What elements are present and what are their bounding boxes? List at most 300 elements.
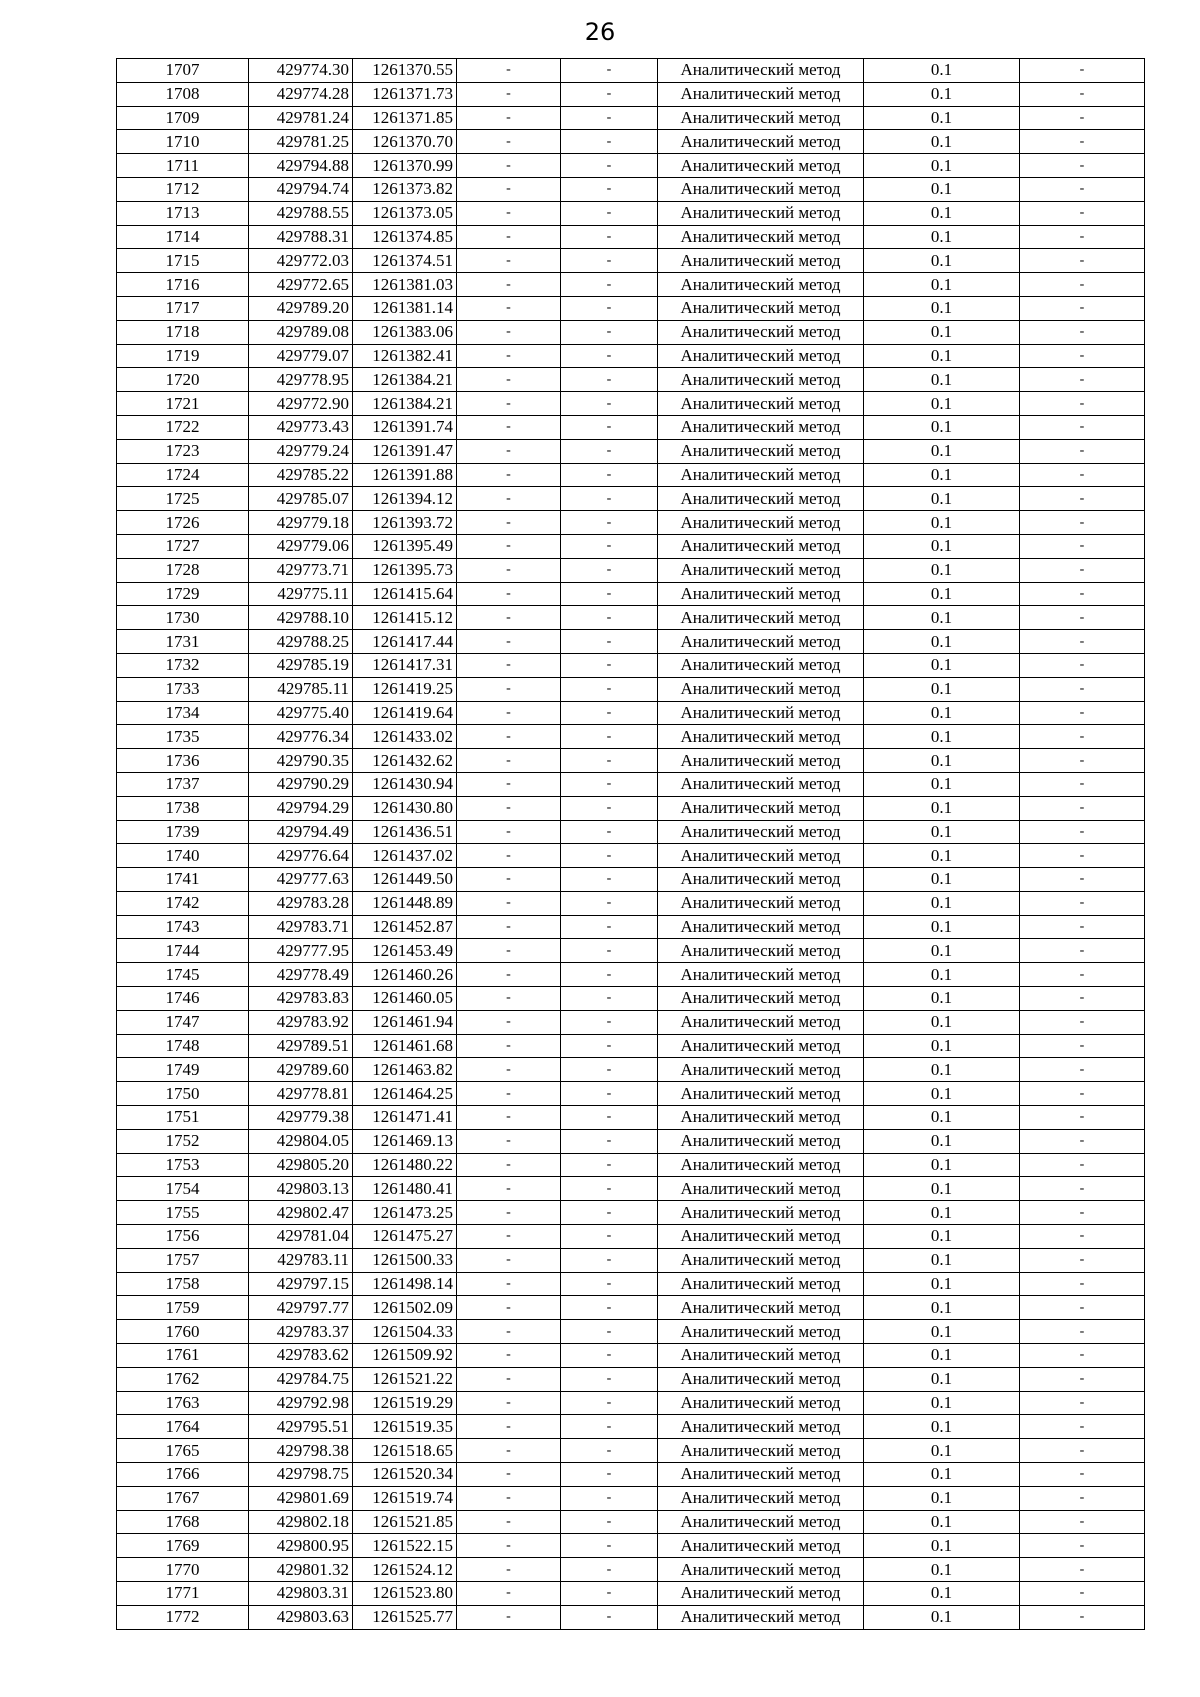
x-coordinate-cell: 429788.55 [249, 201, 353, 225]
accuracy-cell: 0.1 [864, 1510, 1020, 1534]
x-coordinate-cell: 429794.49 [249, 820, 353, 844]
dash-cell: - [457, 463, 561, 487]
y-coordinate-cell: 1261415.64 [353, 582, 457, 606]
table-row [117, 891, 1145, 915]
y-coordinate-cell: 1261480.22 [353, 1153, 457, 1177]
x-coordinate-cell: 429783.37 [249, 1320, 353, 1344]
y-coordinate-cell: 1261518.65 [353, 1439, 457, 1463]
method-cell: Аналитический метод [658, 177, 864, 201]
y-coordinate-cell: 1261437.02 [353, 844, 457, 868]
dash-cell: - [1020, 606, 1145, 630]
dash-cell: - [457, 1082, 561, 1106]
point-number-cell: 1721 [117, 392, 249, 416]
table-row [117, 796, 1145, 820]
dash-cell: - [561, 796, 658, 820]
dash-cell: - [457, 392, 561, 416]
method-cell: Аналитический метод [658, 154, 864, 178]
x-coordinate-cell: 429785.07 [249, 487, 353, 511]
dash-cell: - [1020, 439, 1145, 463]
x-coordinate-cell: 429779.07 [249, 344, 353, 368]
dash-cell: - [1020, 511, 1145, 535]
dash-cell: - [1020, 1320, 1145, 1344]
y-coordinate-cell: 1261391.88 [353, 463, 457, 487]
x-coordinate-cell: 429788.25 [249, 630, 353, 654]
y-coordinate-cell: 1261374.51 [353, 249, 457, 273]
y-coordinate-cell: 1261471.41 [353, 1106, 457, 1130]
dash-cell: - [457, 725, 561, 749]
x-coordinate-cell: 429779.24 [249, 439, 353, 463]
x-coordinate-cell: 429789.51 [249, 1034, 353, 1058]
dash-cell: - [457, 201, 561, 225]
x-coordinate-cell: 429776.64 [249, 844, 353, 868]
method-cell: Аналитический метод [658, 1225, 864, 1249]
table-row [117, 939, 1145, 963]
dash-cell: - [1020, 749, 1145, 773]
y-coordinate-cell: 1261419.64 [353, 701, 457, 725]
method-cell: Аналитический метод [658, 1248, 864, 1272]
dash-cell: - [561, 1034, 658, 1058]
x-coordinate-cell: 429789.60 [249, 1058, 353, 1082]
method-cell: Аналитический метод [658, 1367, 864, 1391]
y-coordinate-cell: 1261370.55 [353, 59, 457, 83]
point-number-cell: 1723 [117, 439, 249, 463]
dash-cell: - [561, 1510, 658, 1534]
dash-cell: - [1020, 725, 1145, 749]
dash-cell: - [561, 1153, 658, 1177]
dash-cell: - [561, 1463, 658, 1487]
dash-cell: - [561, 1272, 658, 1296]
point-number-cell: 1749 [117, 1058, 249, 1082]
x-coordinate-cell: 429785.11 [249, 677, 353, 701]
table-row [117, 868, 1145, 892]
table-row [117, 606, 1145, 630]
dash-cell: - [561, 1558, 658, 1582]
x-coordinate-cell: 429783.71 [249, 915, 353, 939]
point-number-cell: 1726 [117, 511, 249, 535]
accuracy-cell: 0.1 [864, 653, 1020, 677]
dash-cell: - [1020, 582, 1145, 606]
x-coordinate-cell: 429797.77 [249, 1296, 353, 1320]
y-coordinate-cell: 1261498.14 [353, 1272, 457, 1296]
y-coordinate-cell: 1261384.21 [353, 392, 457, 416]
accuracy-cell: 0.1 [864, 249, 1020, 273]
method-cell: Аналитический метод [658, 82, 864, 106]
method-cell: Аналитический метод [658, 1510, 864, 1534]
accuracy-cell: 0.1 [864, 225, 1020, 249]
point-number-cell: 1767 [117, 1486, 249, 1510]
dash-cell: - [457, 987, 561, 1011]
y-coordinate-cell: 1261430.94 [353, 772, 457, 796]
dash-cell: - [1020, 82, 1145, 106]
point-number-cell: 1739 [117, 820, 249, 844]
x-coordinate-cell: 429803.13 [249, 1177, 353, 1201]
accuracy-cell: 0.1 [864, 582, 1020, 606]
point-number-cell: 1753 [117, 1153, 249, 1177]
point-number-cell: 1728 [117, 558, 249, 582]
x-coordinate-cell: 429778.81 [249, 1082, 353, 1106]
accuracy-cell: 0.1 [864, 1320, 1020, 1344]
dash-cell: - [561, 487, 658, 511]
x-coordinate-cell: 429805.20 [249, 1153, 353, 1177]
point-number-cell: 1754 [117, 1177, 249, 1201]
dash-cell: - [457, 249, 561, 273]
dash-cell: - [1020, 1463, 1145, 1487]
accuracy-cell: 0.1 [864, 987, 1020, 1011]
accuracy-cell: 0.1 [864, 154, 1020, 178]
x-coordinate-cell: 429800.95 [249, 1534, 353, 1558]
y-coordinate-cell: 1261520.34 [353, 1463, 457, 1487]
method-cell: Аналитический метод [658, 796, 864, 820]
dash-cell: - [457, 82, 561, 106]
table-row [117, 320, 1145, 344]
x-coordinate-cell: 429794.88 [249, 154, 353, 178]
accuracy-cell: 0.1 [864, 701, 1020, 725]
accuracy-cell: 0.1 [864, 1106, 1020, 1130]
point-number-cell: 1712 [117, 177, 249, 201]
table-row [117, 987, 1145, 1011]
method-cell: Аналитический метод [658, 963, 864, 987]
dash-cell: - [561, 915, 658, 939]
point-number-cell: 1743 [117, 915, 249, 939]
point-number-cell: 1772 [117, 1605, 249, 1629]
dash-cell: - [1020, 963, 1145, 987]
table-row [117, 1034, 1145, 1058]
dash-cell: - [561, 677, 658, 701]
dash-cell: - [457, 273, 561, 297]
point-number-cell: 1748 [117, 1034, 249, 1058]
point-number-cell: 1763 [117, 1391, 249, 1415]
y-coordinate-cell: 1261460.26 [353, 963, 457, 987]
point-number-cell: 1740 [117, 844, 249, 868]
dash-cell: - [561, 1344, 658, 1368]
dash-cell: - [1020, 1605, 1145, 1629]
dash-cell: - [561, 1225, 658, 1249]
dash-cell: - [561, 1106, 658, 1130]
x-coordinate-cell: 429797.15 [249, 1272, 353, 1296]
point-number-cell: 1761 [117, 1344, 249, 1368]
dash-cell: - [561, 439, 658, 463]
dash-cell: - [561, 1201, 658, 1225]
x-coordinate-cell: 429772.03 [249, 249, 353, 273]
accuracy-cell: 0.1 [864, 844, 1020, 868]
accuracy-cell: 0.1 [864, 630, 1020, 654]
y-coordinate-cell: 1261374.85 [353, 225, 457, 249]
table-row [117, 1082, 1145, 1106]
dash-cell: - [457, 677, 561, 701]
dash-cell: - [561, 1534, 658, 1558]
table-row [117, 963, 1145, 987]
dash-cell: - [457, 606, 561, 630]
table-row [117, 820, 1145, 844]
dash-cell: - [561, 844, 658, 868]
method-cell: Аналитический метод [658, 106, 864, 130]
dash-cell: - [457, 1177, 561, 1201]
table-row [117, 59, 1145, 83]
point-number-cell: 1737 [117, 772, 249, 796]
dash-cell: - [457, 558, 561, 582]
accuracy-cell: 0.1 [864, 439, 1020, 463]
table-row [117, 772, 1145, 796]
y-coordinate-cell: 1261370.99 [353, 154, 457, 178]
table-row [117, 82, 1145, 106]
dash-cell: - [457, 1320, 561, 1344]
accuracy-cell: 0.1 [864, 1296, 1020, 1320]
method-cell: Аналитический метод [658, 915, 864, 939]
table-row [117, 1201, 1145, 1225]
accuracy-cell: 0.1 [864, 1010, 1020, 1034]
dash-cell: - [457, 915, 561, 939]
table-row [117, 1177, 1145, 1201]
dash-cell: - [457, 1296, 561, 1320]
x-coordinate-cell: 429778.49 [249, 963, 353, 987]
dash-cell: - [1020, 59, 1145, 83]
table-row [117, 653, 1145, 677]
y-coordinate-cell: 1261463.82 [353, 1058, 457, 1082]
dash-cell: - [457, 1225, 561, 1249]
dash-cell: - [457, 939, 561, 963]
dash-cell: - [457, 1201, 561, 1225]
x-coordinate-cell: 429790.29 [249, 772, 353, 796]
method-cell: Аналитический метод [658, 225, 864, 249]
method-cell: Аналитический метод [658, 820, 864, 844]
dash-cell: - [457, 1248, 561, 1272]
y-coordinate-cell: 1261371.85 [353, 106, 457, 130]
table-row [117, 392, 1145, 416]
method-cell: Аналитический метод [658, 1034, 864, 1058]
dash-cell: - [1020, 415, 1145, 439]
table-row [117, 1605, 1145, 1629]
method-cell: Аналитический метод [658, 1486, 864, 1510]
x-coordinate-cell: 429783.28 [249, 891, 353, 915]
y-coordinate-cell: 1261433.02 [353, 725, 457, 749]
accuracy-cell: 0.1 [864, 677, 1020, 701]
method-cell: Аналитический метод [658, 344, 864, 368]
dash-cell: - [457, 1486, 561, 1510]
method-cell: Аналитический метод [658, 1082, 864, 1106]
accuracy-cell: 0.1 [864, 891, 1020, 915]
dash-cell: - [457, 1058, 561, 1082]
point-number-cell: 1755 [117, 1201, 249, 1225]
x-coordinate-cell: 429803.63 [249, 1605, 353, 1629]
table-row [117, 1272, 1145, 1296]
dash-cell: - [457, 106, 561, 130]
dash-cell: - [1020, 701, 1145, 725]
dash-cell: - [561, 1010, 658, 1034]
dash-cell: - [1020, 677, 1145, 701]
y-coordinate-cell: 1261461.68 [353, 1034, 457, 1058]
method-cell: Аналитический метод [658, 1058, 864, 1082]
accuracy-cell: 0.1 [864, 772, 1020, 796]
table-row [117, 677, 1145, 701]
x-coordinate-cell: 429779.06 [249, 534, 353, 558]
accuracy-cell: 0.1 [864, 82, 1020, 106]
method-cell: Аналитический метод [658, 582, 864, 606]
dash-cell: - [1020, 273, 1145, 297]
y-coordinate-cell: 1261383.06 [353, 320, 457, 344]
dash-cell: - [457, 1582, 561, 1606]
x-coordinate-cell: 429783.62 [249, 1344, 353, 1368]
dash-cell: - [457, 891, 561, 915]
table-row [117, 1129, 1145, 1153]
point-number-cell: 1733 [117, 677, 249, 701]
y-coordinate-cell: 1261373.05 [353, 201, 457, 225]
dash-cell: - [1020, 987, 1145, 1011]
point-number-cell: 1719 [117, 344, 249, 368]
dash-cell: - [1020, 891, 1145, 915]
dash-cell: - [561, 891, 658, 915]
dash-cell: - [457, 772, 561, 796]
table-row [117, 1153, 1145, 1177]
point-number-cell: 1744 [117, 939, 249, 963]
y-coordinate-cell: 1261381.03 [353, 273, 457, 297]
dash-cell: - [457, 296, 561, 320]
y-coordinate-cell: 1261395.73 [353, 558, 457, 582]
method-cell: Аналитический метод [658, 844, 864, 868]
dash-cell: - [1020, 1201, 1145, 1225]
dash-cell: - [457, 344, 561, 368]
point-number-cell: 1715 [117, 249, 249, 273]
dash-cell: - [1020, 772, 1145, 796]
dash-cell: - [457, 701, 561, 725]
table-row [117, 177, 1145, 201]
dash-cell: - [457, 1344, 561, 1368]
method-cell: Аналитический метод [658, 534, 864, 558]
dash-cell: - [1020, 558, 1145, 582]
method-cell: Аналитический метод [658, 725, 864, 749]
point-number-cell: 1768 [117, 1510, 249, 1534]
y-coordinate-cell: 1261504.33 [353, 1320, 457, 1344]
point-number-cell: 1769 [117, 1534, 249, 1558]
y-coordinate-cell: 1261391.47 [353, 439, 457, 463]
dash-cell: - [457, 1153, 561, 1177]
dash-cell: - [561, 1082, 658, 1106]
method-cell: Аналитический метод [658, 677, 864, 701]
dash-cell: - [1020, 1225, 1145, 1249]
point-number-cell: 1710 [117, 130, 249, 154]
method-cell: Аналитический метод [658, 201, 864, 225]
dash-cell: - [561, 249, 658, 273]
table-row [117, 1510, 1145, 1534]
table-row [117, 1439, 1145, 1463]
dash-cell: - [457, 154, 561, 178]
dash-cell: - [561, 582, 658, 606]
table-row [117, 225, 1145, 249]
dash-cell: - [457, 749, 561, 773]
x-coordinate-cell: 429785.22 [249, 463, 353, 487]
dash-cell: - [561, 987, 658, 1011]
method-cell: Аналитический метод [658, 868, 864, 892]
dash-cell: - [561, 772, 658, 796]
x-coordinate-cell: 429794.29 [249, 796, 353, 820]
y-coordinate-cell: 1261417.44 [353, 630, 457, 654]
table-row [117, 1248, 1145, 1272]
accuracy-cell: 0.1 [864, 1391, 1020, 1415]
dash-cell: - [561, 725, 658, 749]
point-number-cell: 1708 [117, 82, 249, 106]
table-row [117, 534, 1145, 558]
x-coordinate-cell: 429775.40 [249, 701, 353, 725]
y-coordinate-cell: 1261460.05 [353, 987, 457, 1011]
y-coordinate-cell: 1261475.27 [353, 1225, 457, 1249]
dash-cell: - [561, 296, 658, 320]
point-number-cell: 1732 [117, 653, 249, 677]
dash-cell: - [561, 1391, 658, 1415]
dash-cell: - [457, 1129, 561, 1153]
dash-cell: - [1020, 1558, 1145, 1582]
dash-cell: - [457, 439, 561, 463]
point-number-cell: 1709 [117, 106, 249, 130]
point-number-cell: 1724 [117, 463, 249, 487]
x-coordinate-cell: 429777.95 [249, 939, 353, 963]
accuracy-cell: 0.1 [864, 1486, 1020, 1510]
table-row [117, 344, 1145, 368]
y-coordinate-cell: 1261519.29 [353, 1391, 457, 1415]
method-cell: Аналитический метод [658, 1201, 864, 1225]
dash-cell: - [561, 630, 658, 654]
dash-cell: - [561, 344, 658, 368]
method-cell: Аналитический метод [658, 1153, 864, 1177]
table-row [117, 154, 1145, 178]
method-cell: Аналитический метод [658, 463, 864, 487]
y-coordinate-cell: 1261449.50 [353, 868, 457, 892]
dash-cell: - [1020, 915, 1145, 939]
table-row [117, 1534, 1145, 1558]
accuracy-cell: 0.1 [864, 177, 1020, 201]
dash-cell: - [1020, 201, 1145, 225]
y-coordinate-cell: 1261519.74 [353, 1486, 457, 1510]
y-coordinate-cell: 1261393.72 [353, 511, 457, 535]
y-coordinate-cell: 1261473.25 [353, 1201, 457, 1225]
point-number-cell: 1756 [117, 1225, 249, 1249]
accuracy-cell: 0.1 [864, 130, 1020, 154]
dash-cell: - [1020, 249, 1145, 273]
y-coordinate-cell: 1261381.14 [353, 296, 457, 320]
point-number-cell: 1752 [117, 1129, 249, 1153]
dash-cell: - [561, 606, 658, 630]
method-cell: Аналитический метод [658, 1582, 864, 1606]
x-coordinate-cell: 429789.20 [249, 296, 353, 320]
accuracy-cell: 0.1 [864, 1605, 1020, 1629]
x-coordinate-cell: 429795.51 [249, 1415, 353, 1439]
method-cell: Аналитический метод [658, 273, 864, 297]
y-coordinate-cell: 1261523.80 [353, 1582, 457, 1606]
dash-cell: - [1020, 1272, 1145, 1296]
accuracy-cell: 0.1 [864, 1129, 1020, 1153]
table-row [117, 558, 1145, 582]
accuracy-cell: 0.1 [864, 1248, 1020, 1272]
x-coordinate-cell: 429783.83 [249, 987, 353, 1011]
y-coordinate-cell: 1261430.80 [353, 796, 457, 820]
dash-cell: - [561, 392, 658, 416]
dash-cell: - [1020, 463, 1145, 487]
method-cell: Аналитический метод [658, 415, 864, 439]
dash-cell: - [1020, 1510, 1145, 1534]
dash-cell: - [457, 1391, 561, 1415]
dash-cell: - [561, 273, 658, 297]
dash-cell: - [1020, 1129, 1145, 1153]
point-number-cell: 1766 [117, 1463, 249, 1487]
dash-cell: - [1020, 820, 1145, 844]
method-cell: Аналитический метод [658, 1320, 864, 1344]
accuracy-cell: 0.1 [864, 296, 1020, 320]
dash-cell: - [1020, 368, 1145, 392]
point-number-cell: 1750 [117, 1082, 249, 1106]
x-coordinate-cell: 429781.04 [249, 1225, 353, 1249]
dash-cell: - [561, 820, 658, 844]
method-cell: Аналитический метод [658, 772, 864, 796]
page-number: 26 [584, 18, 616, 46]
method-cell: Аналитический метод [658, 749, 864, 773]
